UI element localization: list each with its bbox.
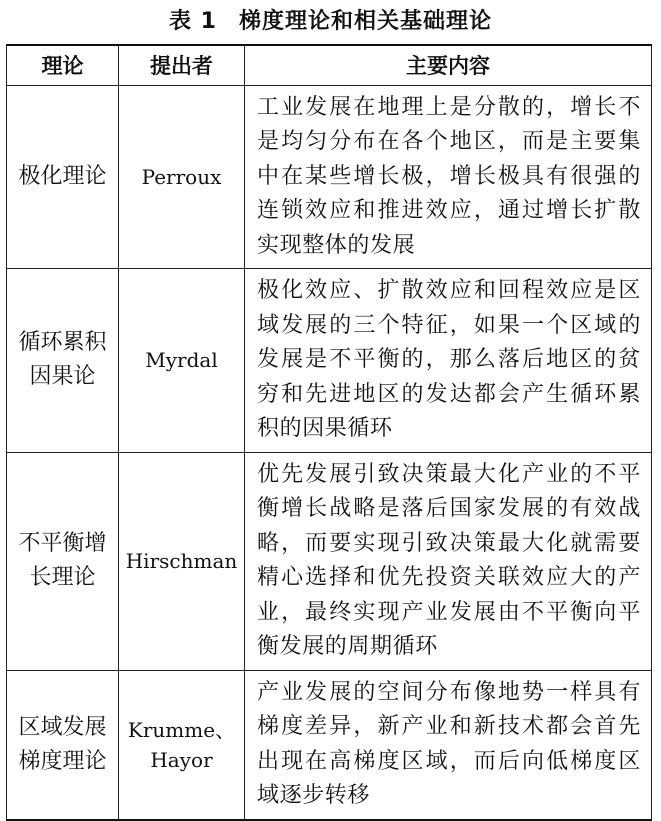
table-number: 表 1	[169, 9, 217, 34]
theory-name: 极化理论	[7, 85, 119, 269]
table-caption	[6, 0, 655, 44]
theory-name: 区域发展梯度理论	[7, 670, 119, 820]
theory-content: 优先发展引致决策最大化产业的不平衡增长战略是落后国家发展的有效战略，而要实现引致决策最大化就需要精心选择和优先投资关联效应大的产业，最终实现产业发展由不平衡向平衡发展的周期循环	[245, 452, 652, 670]
theory-content: 工业发展在地理上是分散的，增长不是均匀分布在各个地区，而是主要集中在某些增长极，增长极具有很强的连锁效应和推进效应，通过增长扩散实现整体的发展	[245, 85, 652, 269]
header-theory: 理论	[7, 45, 119, 85]
table-title: 梯度理论和相关基础理论	[238, 9, 492, 34]
table-body	[7, 85, 652, 820]
table-row	[7, 85, 652, 269]
table-header	[7, 45, 652, 85]
theory-content: 极化效应、扩散效应和回程效应是区域发展的三个特征，如果一个区域的发展是不平衡的，那么落后地区的贫穷和先进地区的发达都会产生循环累积的因果循环	[245, 269, 652, 453]
theory-proposer: Krumme、Hayor	[119, 670, 245, 820]
table-row	[7, 452, 652, 670]
theory-proposer: Hirschman	[119, 452, 245, 670]
header-content: 主要内容	[245, 45, 652, 85]
theory-name: 不平衡增长理论	[7, 452, 119, 670]
theory-proposer: Perroux	[119, 85, 245, 269]
header-row	[7, 45, 652, 85]
theory-proposer: Myrdal	[119, 269, 245, 453]
table-row	[7, 670, 652, 820]
header-proposer: 提出者	[119, 45, 245, 85]
table-row	[7, 269, 652, 453]
theory-name: 循环累积因果论	[7, 269, 119, 453]
theory-table	[6, 44, 652, 821]
theory-content: 产业发展的空间分布像地势一样具有梯度差异，新产业和新技术都会首先出现在高梯度区域，而后向低梯度区域逐步转移	[245, 670, 652, 820]
